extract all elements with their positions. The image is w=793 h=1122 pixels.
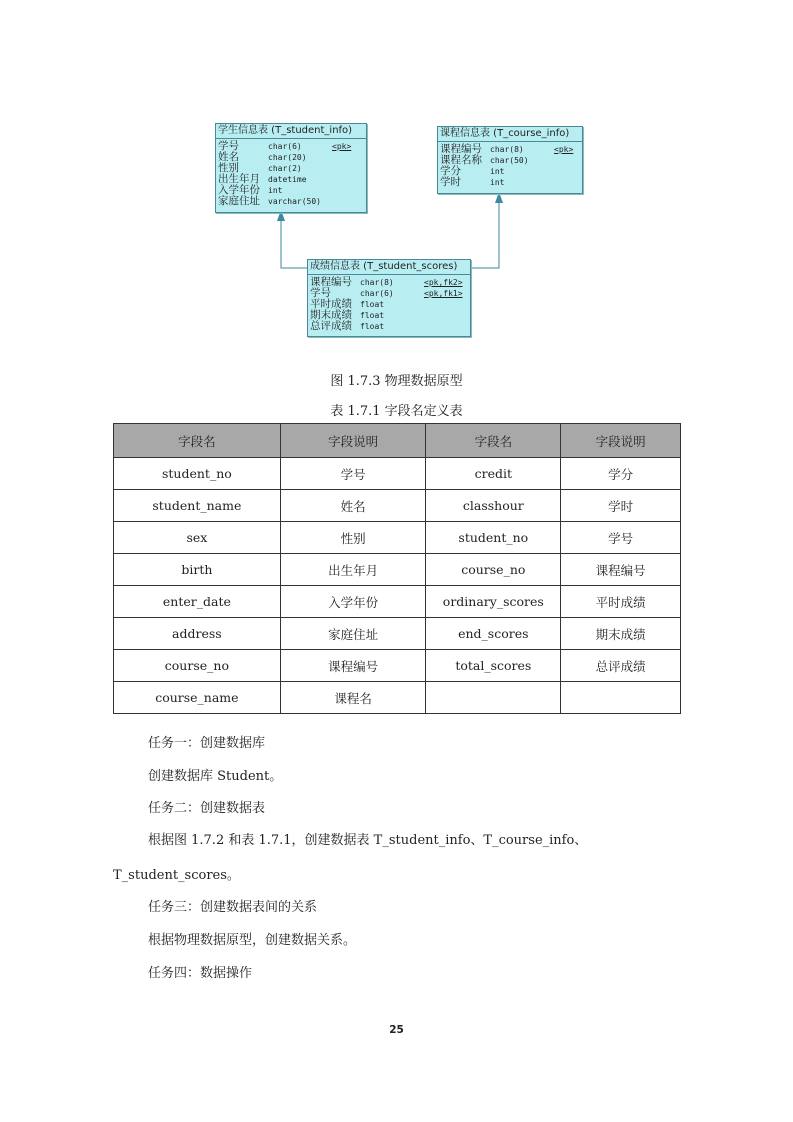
table-cell: student_no [426,522,561,554]
column-type: float [360,311,385,320]
table-cell: 学时 [561,490,681,522]
task2-title: 任务二：创建数据表 [148,801,266,816]
column-name: 学号 [218,140,239,152]
entity-title: 成绩信息表 (T_student_scores) [308,260,470,275]
column-key: <pk> [332,142,352,151]
entity-column [440,166,582,177]
table-row [114,490,681,522]
entity-column [440,155,582,166]
table-cell: classhour [426,490,561,522]
column-type: char(6) [268,142,302,151]
column-name: 平时成绩 [310,298,352,310]
table-cell: 课程编号 [561,554,681,586]
table-row [114,586,681,618]
task1-body: 创建数据库 Student。 [148,769,283,784]
task3-body: 根据物理数据原型，创建数据关系。 [148,933,357,948]
column-type: varchar(50) [268,197,321,206]
entity-course-info[interactable] [437,126,583,194]
table-cell: course_no [426,554,561,586]
table-row [114,682,681,714]
table-cell: ordinary_scores [426,586,561,618]
column-name: 入学年份 [218,184,260,196]
task2-body-line2: T_student_scores。 [113,868,240,883]
table-cell [561,682,681,714]
table-cell: end_scores [426,618,561,650]
column-type: char(8) [360,278,394,287]
column-name: 学分 [440,165,461,177]
column-type: int [268,186,283,195]
column-type: char(20) [268,153,307,162]
table-cell [426,682,561,714]
entity-column [218,141,366,152]
table-row [114,650,681,682]
entity-column [218,196,366,207]
column-name: 课程编号 [440,143,482,155]
header-cell: 字段说明 [561,424,681,458]
column-name: 姓名 [218,151,239,163]
column-name: 课程名称 [440,154,482,166]
column-type: char(50) [490,156,529,165]
table-row [114,458,681,490]
column-name: 课程编号 [310,276,352,288]
column-type: int [490,178,505,187]
page-number: 25 [389,1024,404,1036]
table-cell: course_name [114,682,281,714]
relationship-scores-to-course [469,200,499,268]
table-cell: 姓名 [280,490,426,522]
column-key: <pk,fk1> [424,289,463,298]
table-cell: credit [426,458,561,490]
table-caption: 表 1.7.1 字段名定义表 [330,404,463,419]
table-cell: 出生年月 [280,554,426,586]
header-cell: 字段名 [426,424,561,458]
table-cell: sex [114,522,281,554]
task1-title: 任务一：创建数据库 [148,736,266,751]
table-row [114,522,681,554]
column-type: float [360,322,385,331]
table-row [114,554,681,586]
entity-student-scores[interactable] [307,259,471,337]
entity-student-info[interactable] [215,123,367,213]
table-cell: address [114,618,281,650]
table-row [114,618,681,650]
column-name: 学时 [440,176,461,188]
column-name: 总评成绩 [310,320,352,332]
column-type: char(8) [490,145,524,154]
table-header-row [114,424,681,458]
table-cell: course_no [114,650,281,682]
table-cell: 家庭住址 [280,618,426,650]
task3-title: 任务三：创建数据表间的关系 [148,900,318,915]
table-cell: 学号 [280,458,426,490]
column-key: <pk,fk2> [424,278,463,287]
column-type: float [360,300,385,309]
column-name: 家庭住址 [218,195,260,207]
table-cell: 性别 [280,522,426,554]
column-name: 性别 [218,162,239,174]
table-cell: 课程名 [280,682,426,714]
task4-title: 任务四：数据操作 [148,966,253,981]
task2-body-line1: 根据图 1.7.2 和表 1.7.1，创建数据表 T_student_info、T_course_info、 [148,833,588,848]
entity-column [218,152,366,163]
field-definition-table [113,423,681,714]
table-cell: 期末成绩 [561,618,681,650]
entity-column [310,277,470,288]
table-cell: student_name [114,490,281,522]
entity-title: 学生信息表 (T_student_info) [216,124,366,139]
table-cell: 课程编号 [280,650,426,682]
table-cell: 总评成绩 [561,650,681,682]
entity-title: 课程信息表 (T_course_info) [438,127,582,142]
table-cell: total_scores [426,650,561,682]
column-name: 出生年月 [218,173,260,185]
relationship-scores-to-student [281,218,307,268]
figure-caption: 图 1.7.3 物理数据原型 [330,374,463,389]
column-type: char(6) [360,289,394,298]
column-name: 学号 [310,287,331,299]
column-type: datetime [268,175,307,184]
column-type: char(2) [268,164,302,173]
header-cell: 字段名 [114,424,281,458]
table-cell: student_no [114,458,281,490]
entity-column [310,321,470,332]
header-cell: 字段说明 [280,424,426,458]
table-cell: 入学年份 [280,586,426,618]
table-cell: 学号 [561,522,681,554]
table-cell: 学分 [561,458,681,490]
table-cell: 平时成绩 [561,586,681,618]
column-type: int [490,167,505,176]
column-key: <pk> [554,145,574,154]
column-name: 期末成绩 [310,309,352,321]
table-cell: birth [114,554,281,586]
table-cell: enter_date [114,586,281,618]
entity-column [440,177,582,188]
